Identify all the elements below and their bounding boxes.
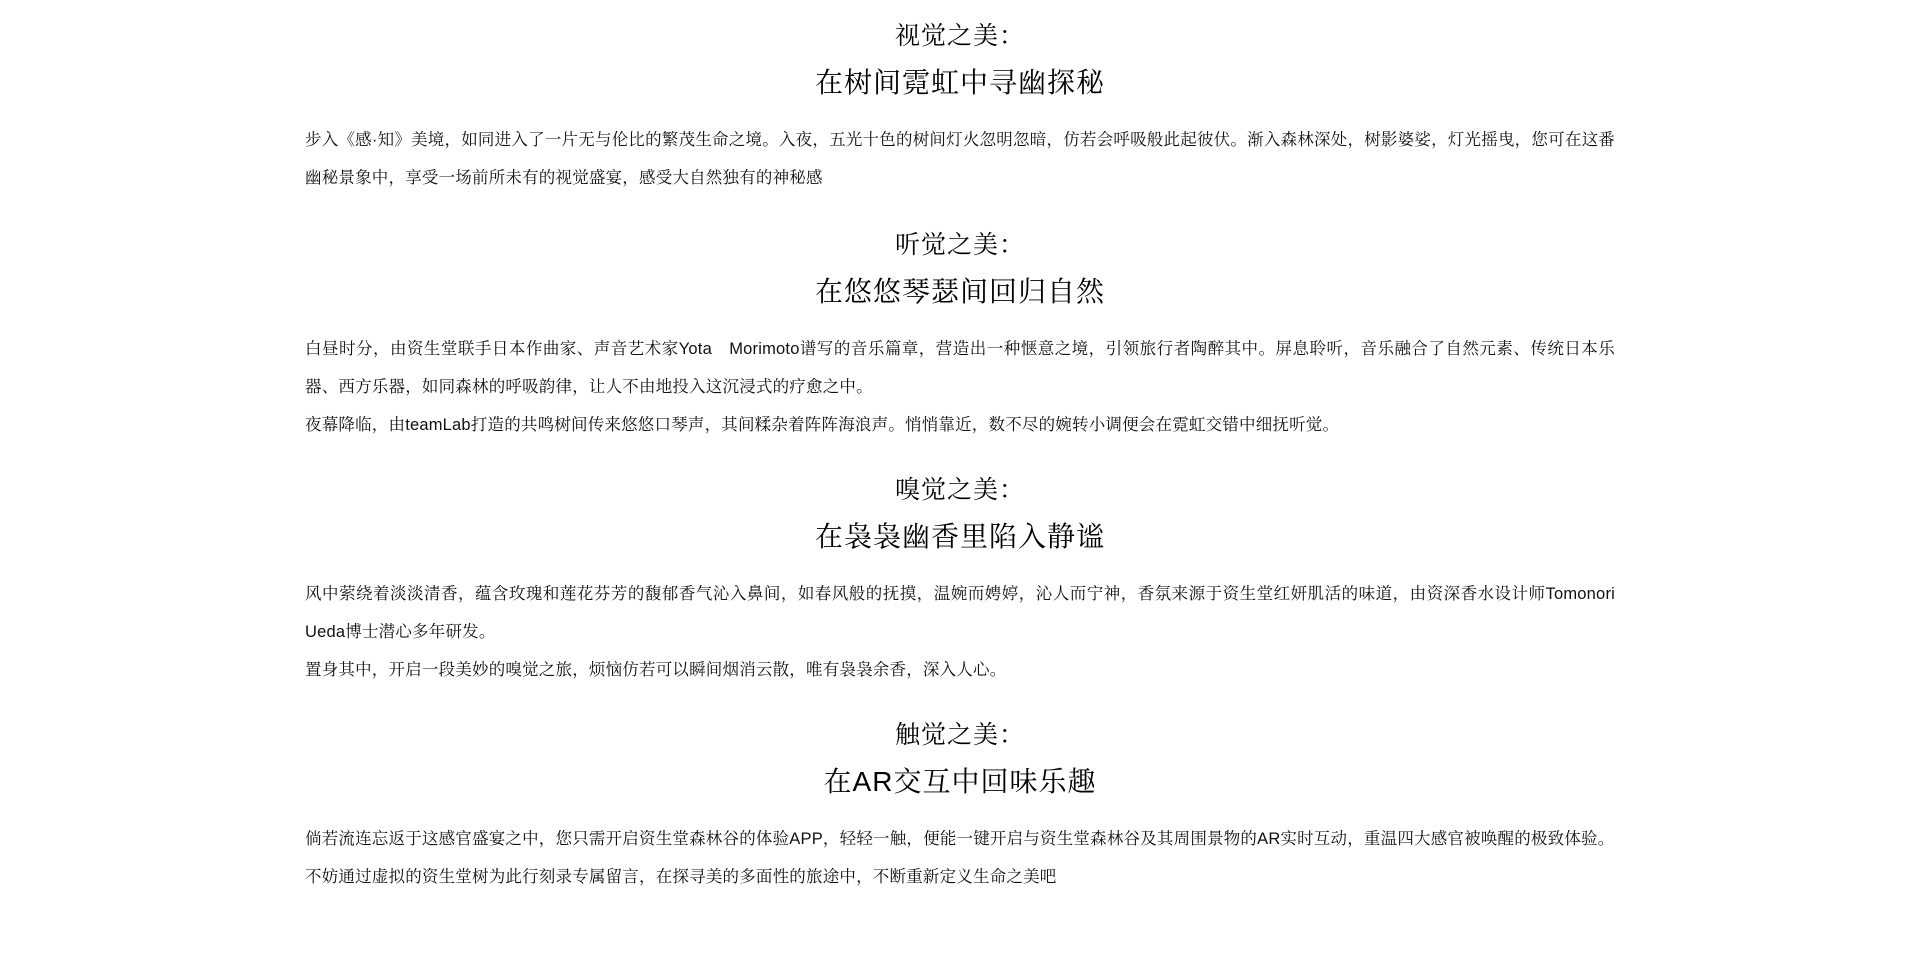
- heading-primary: 触觉之美：: [894, 721, 1025, 749]
- paragraph: 不妨通过虚拟的资生堂树为此行刻录专属留言，在探寻美的多面性的旅途中，不断重新定义生命之美吧: [305, 868, 1057, 886]
- section-vision: [305, 14, 1615, 223]
- section-smell: [305, 468, 1615, 713]
- paragraph: 风中萦绕着淡淡清香，蕴含玫瑰和莲花芬芳的馥郁香气沁入鼻间，如春风般的抚摸，温婉而娉婷，沁人而宁神，香氛来源于资生堂红妍肌活的味道，由资深香水设计师Tomonori Ueda博士潜心多年研发。: [305, 585, 1615, 641]
- section-hearing: [305, 223, 1615, 468]
- section-touch: [305, 713, 1615, 896]
- spacer: [305, 561, 1615, 575]
- heading-primary: 视觉之美：: [894, 22, 1025, 50]
- paragraph: 步入《感·知》美境，如同进入了一片无与伦比的繁茂生命之境。入夜，五光十色的树间灯火忽明忽暗，仿若会呼吸般此起彼伏。渐入森林深处，树影婆娑，灯光摇曳，您可在这番幽秘景象中，享受一场前所未有的视觉盛宴，感受大自然独有的神秘感: [305, 131, 1615, 187]
- spacer: [305, 689, 1615, 713]
- spacer: [305, 444, 1615, 468]
- heading-secondary: 在袅袅幽香里陷入静谧: [814, 521, 1105, 552]
- section-heading-vision: [305, 14, 1615, 107]
- section-heading-hearing: [305, 223, 1615, 316]
- paragraph: 白昼时分，由资生堂联手日本作曲家、声音艺术家Yota Morimoto谱写的音乐篇章，营造出一种惬意之境，引领旅行者陶醉其中。屏息聆听，音乐融合了自然元素、传统日本乐器、西方乐器，如同森林的呼吸韵律，让人不由地投入这沉浸式的疗愈之中。: [305, 340, 1615, 396]
- spacer: [305, 197, 1615, 223]
- paragraph: 置身其中，开启一段美妙的嗅觉之旅，烦恼仿若可以瞬间烟消云散，唯有袅袅余香，深入人心。: [305, 661, 1007, 679]
- section-heading-smell: [305, 468, 1615, 561]
- heading-primary: 听觉之美：: [894, 231, 1025, 259]
- heading-secondary: 在AR交互中回味乐趣: [823, 766, 1097, 797]
- spacer: [305, 806, 1615, 820]
- paragraph: 夜幕降临，由teamLab打造的共鸣树间传来悠悠口琴声，其间糅杂着阵阵海浪声。悄悄靠近，数不尽的婉转小调便会在霓虹交错中细抚听觉。: [305, 416, 1340, 434]
- heading-secondary: 在树间霓虹中寻幽探秘: [814, 67, 1105, 98]
- spacer: [305, 107, 1615, 121]
- document-content: [305, 0, 1615, 896]
- spacer: [305, 316, 1615, 330]
- section-heading-touch: [305, 713, 1615, 806]
- paragraph: 倘若流连忘返于这感官盛宴之中，您只需开启资生堂森林谷的体验APP，轻轻一触，便能一键开启与资生堂森林谷及其周围景物的AR实时互动，重温四大感官被唤醒的极致体验。: [305, 830, 1615, 848]
- heading-primary: 嗅觉之美：: [894, 476, 1025, 504]
- heading-secondary: 在悠悠琴瑟间回归自然: [814, 276, 1105, 307]
